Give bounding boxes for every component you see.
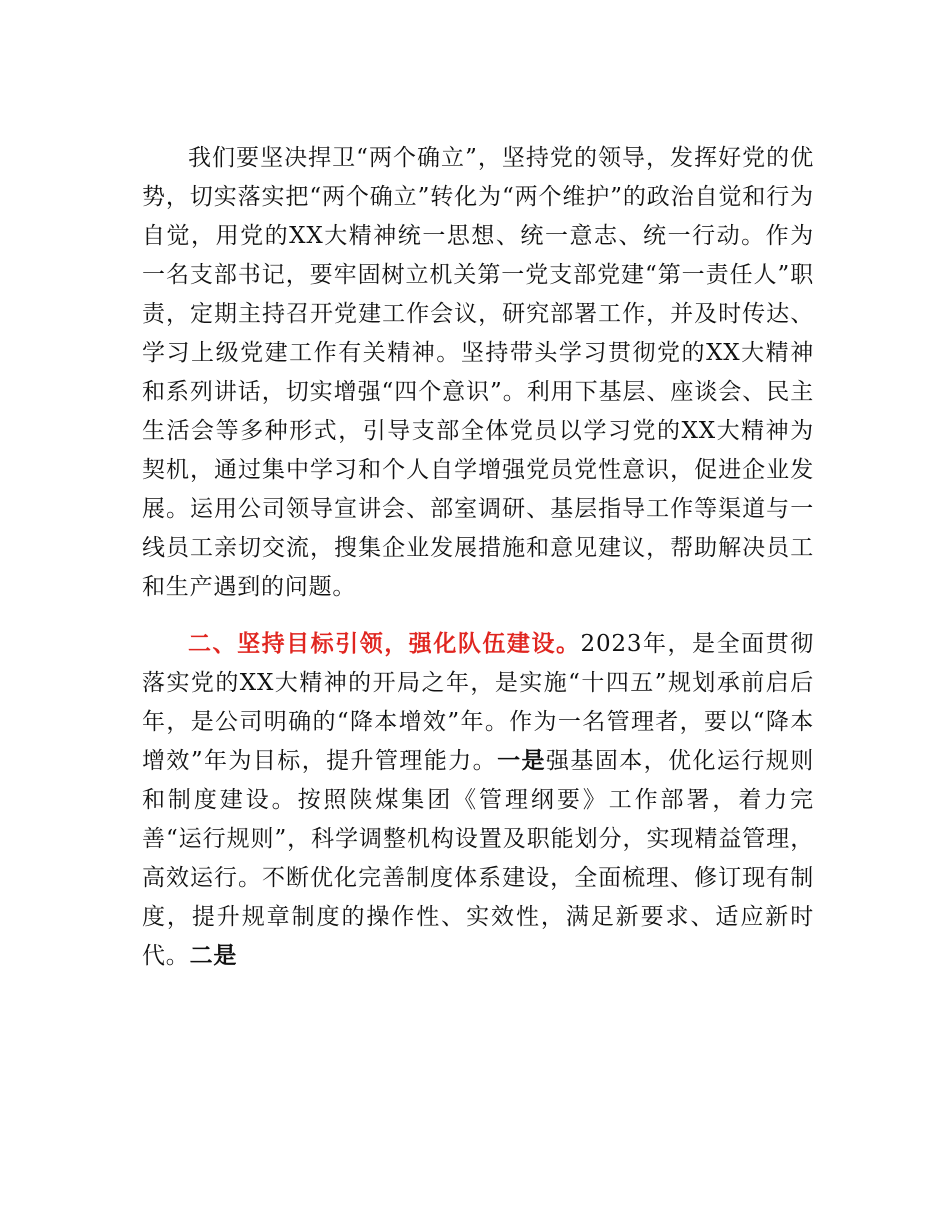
marker-second: 二是 — [189, 943, 238, 969]
document-body — [142, 139, 814, 976]
paragraph-2 — [142, 625, 814, 976]
marker-first: 一是 — [497, 748, 546, 774]
section-heading: 二、坚持目标引领，强化队伍建设。 — [188, 631, 581, 657]
paragraph-2-text-b: 强基固本，优化运行规则和制度建设。按照陕煤集团《管理纲要》工作部署，着力完善“运行规则”，科学调整机构设置及职能划分，实现精益管理，高效运行。不断优化完善制度体系建设，全面梳理、修订现有制度，提升规章制度的操作性、实效性，满足新要求、适应新时代。 — [142, 748, 814, 969]
paragraph-1: 我们要坚决捍卫“两个确立”，坚持党的领导，发挥好党的优势，切实落实把“两个确立”转化为“两个维护”的政治自觉和行为自觉，用党的XX大精神统一思想、统一意志、统一行动。作为一名支部书记，要牢固树立机关第一党支部党建“第一责任人”职责，定期主持召开党建工作会议，研究部署工作，并及时传达、学习上级党建工作有关精神。坚持带头学习贯彻党的XX大精神和系列讲话，切实增强“四个意识”。利用下基层、座谈会、民主生活会等多种形式，引导支部全体党员以学习党的XX大精神为契机，通过集中学习和个人自学增强党员党性意识，促进企业发展。运用公司领导宣讲会、部室调研、基层指导工作等渠道与一线员工亲切交流，搜集企业发展措施和意见建议，帮助解决员工和生产遇到的问题。 — [142, 145, 814, 600]
paragraph-2-text-a: 2023年，是全面贯彻落实党的XX大精神的开局之年，是实施“十四五”规划承前启后年，是公司明确的“降本增效”年。作为一名管理者，要以“降本增效”年为目标，提升管理能力。 — [142, 631, 814, 774]
